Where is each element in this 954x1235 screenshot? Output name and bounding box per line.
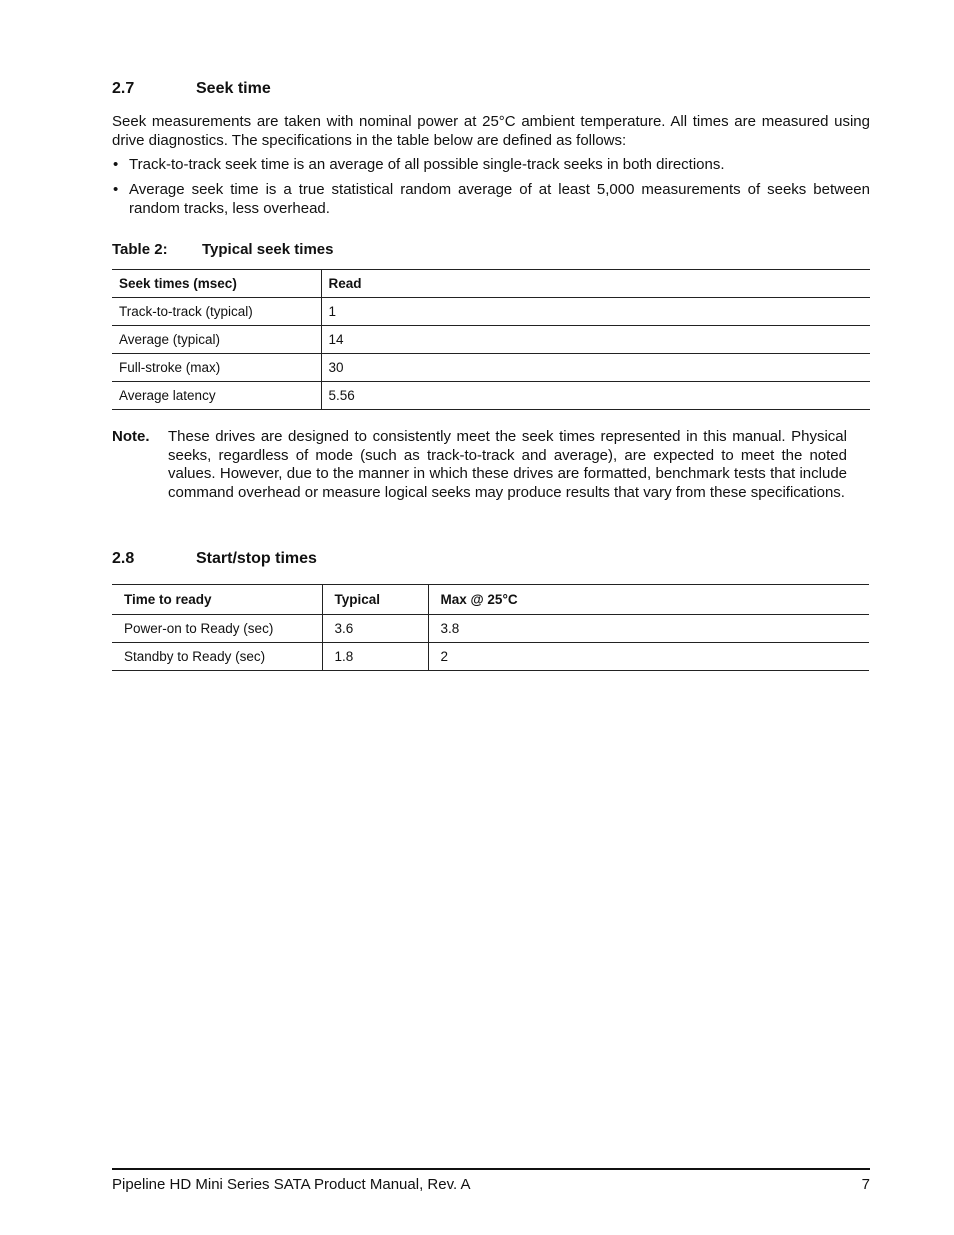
table-header-row [112, 585, 869, 615]
bullet-item-track-to-track [112, 155, 870, 174]
table-cell: Track-to-track (typical) [112, 298, 321, 326]
footer-page-number: 7 [861, 1176, 870, 1193]
table-cell: 3.8 [428, 615, 869, 643]
bullet-text: Track-to-track seek time is an average of all possible single-track seeks in both directions. [129, 156, 725, 173]
footer-manual-title: Pipeline HD Mini Series SATA Product Manual, Rev. A [112, 1176, 471, 1193]
note-text: These drives are designed to consistently meet the seek times represented in this manual. Physical seeks, regardless of mode (such as track-to-track and average), are expected to meet the noted values. However, due to the manner in which these drives are formatted, benchmark tests that include command overhead or measure logical seeks may produce results that vary from these specifications. [168, 428, 847, 502]
bullet-symbol: • [113, 156, 119, 173]
table-cell: 3.6 [322, 615, 428, 643]
table-row [112, 326, 870, 354]
table-header-cell: Read [321, 270, 870, 298]
bullet-text: Average seek time is a true statistical random average of at least 5,000 measurements of seeks between random tracks, less overhead. [129, 181, 870, 217]
section-heading-seek-time [112, 79, 271, 99]
table-cell: Full-stroke (max) [112, 354, 321, 382]
seek-time-intro-paragraph: Seek measurements are taken with nominal power at 25°C ambient temperature. All times are measured using drive diagnostics. The specifications in the table below are defined as follows: [112, 113, 870, 149]
table-cell: Standby to Ready (sec) [112, 643, 322, 671]
note-block [112, 428, 847, 503]
table-row [112, 643, 869, 671]
start-stop-times-table [112, 584, 869, 671]
table-row [112, 615, 869, 643]
table-header-cell: Seek times (msec) [112, 270, 321, 298]
table-row [112, 382, 870, 410]
bullet-item-average-seek [112, 180, 870, 218]
table-header-cell: Time to ready [112, 585, 322, 615]
table-cell: 1 [321, 298, 870, 326]
table-caption-typical-seek-times [112, 241, 333, 259]
table-cell: 30 [321, 354, 870, 382]
bullet-symbol: • [113, 181, 119, 198]
document-page [112, 0, 870, 1235]
table-cell: 14 [321, 326, 870, 354]
section-number: 2.7 [112, 80, 135, 97]
section-title: Seek time [196, 80, 271, 97]
table-caption-title: Typical seek times [202, 241, 334, 258]
seek-times-table [112, 269, 870, 410]
section-title: Start/stop times [196, 550, 317, 567]
table-header-row [112, 270, 870, 298]
table-cell: 5.56 [321, 382, 870, 410]
section-number: 2.8 [112, 550, 135, 567]
note-label: Note. [112, 428, 150, 445]
table-row [112, 298, 870, 326]
table-row [112, 354, 870, 382]
table-caption-label: Table 2: [112, 241, 168, 258]
table-header-cell: Max @ 25°C [428, 585, 869, 615]
table-cell: Power-on to Ready (sec) [112, 615, 322, 643]
footer-divider [112, 1168, 870, 1170]
table-header-cell: Typical [322, 585, 428, 615]
table-cell: Average (typical) [112, 326, 321, 354]
table-cell: 1.8 [322, 643, 428, 671]
table-cell: Average latency [112, 382, 321, 410]
section-heading-start-stop-times [112, 549, 317, 569]
table-cell: 2 [428, 643, 869, 671]
